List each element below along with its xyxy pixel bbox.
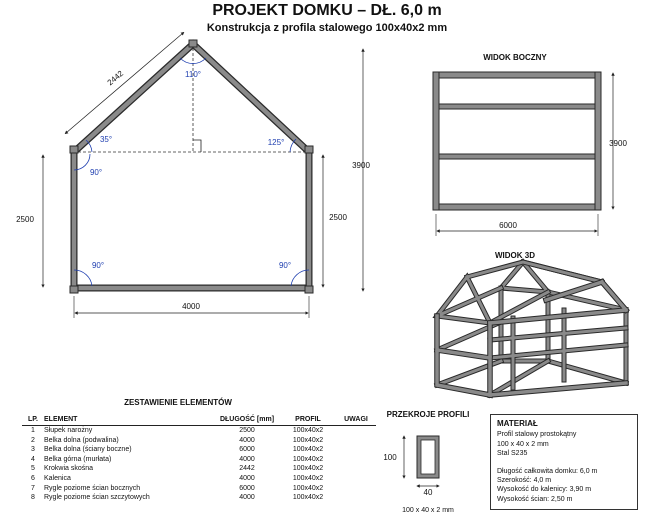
- cell-length: 2500: [239, 427, 255, 434]
- cell-profile: 100x40x2: [292, 455, 324, 463]
- side-view-frame: [433, 72, 601, 210]
- cell-element: Belka górna (murłata): [44, 455, 112, 463]
- side-post-right: [595, 72, 601, 210]
- profile-dim-height-label: 100: [383, 453, 397, 462]
- side-rail-bottom: [436, 204, 598, 210]
- material-line: Stal S235: [497, 450, 528, 458]
- cell-profile: 100x40x2: [292, 427, 324, 434]
- cell-lp: 3: [31, 446, 35, 454]
- page-subtitle: Konstrukcja z profila stalowego 100x40x2 mm: [206, 22, 448, 34]
- front-eave-left: [70, 146, 78, 153]
- angle-label-bottom-left: 90°: [91, 261, 105, 270]
- col-header-profile: PROFIL: [280, 414, 336, 426]
- table-row: [22, 455, 376, 465]
- table-row: [22, 436, 376, 446]
- profile-section-title: PRZEKROJE PROFILI: [386, 410, 470, 419]
- view-3d: [437, 251, 626, 395]
- side-dim-width-label: 6000: [499, 221, 517, 230]
- profile-dim-width-label: 40: [423, 488, 433, 497]
- cell-lp: 5: [31, 465, 35, 473]
- table-row: [22, 464, 376, 474]
- cell-profile: 100x40x2: [292, 436, 324, 444]
- cell-notes: [336, 464, 376, 474]
- material-spec: Wysokość ścian: 2,50 m: [497, 495, 573, 503]
- front-post-base-left: [70, 286, 78, 293]
- parts-table-header-row: [22, 414, 376, 426]
- table-row: [22, 426, 376, 436]
- cell-profile: 100x40x2: [292, 474, 324, 482]
- cell-notes: [336, 484, 376, 494]
- front-view: [16, 33, 370, 318]
- cell-element: Belka dolna (podwalina): [44, 436, 119, 444]
- side-view-title: WIDOK BOCZNY: [483, 53, 547, 62]
- angle-label-left-wall: 90°: [89, 168, 103, 177]
- cell-notes: [336, 445, 376, 455]
- angle-label-left-eave: 35°: [99, 135, 113, 144]
- profile-section-inner: [421, 440, 435, 474]
- material-line: 100 x 40 x 2 mm: [497, 440, 549, 448]
- material-box: [490, 414, 638, 510]
- material-spec: Szerokość: 4,0 m: [497, 477, 552, 485]
- material-title: MATERIAŁ: [497, 419, 538, 428]
- dim-width-label: 4000: [182, 302, 200, 311]
- cell-notes: [336, 436, 376, 446]
- front-eave-right: [305, 146, 313, 153]
- side-rail-3: [436, 154, 598, 159]
- view-3d-frame: [437, 262, 626, 395]
- side-rail-top: [436, 72, 598, 78]
- cell-length: 6000: [239, 484, 255, 492]
- angle-label-top: 110°: [185, 70, 201, 79]
- dim-total-height-label: 3900: [352, 161, 370, 170]
- dim-rafter-label: 2442: [105, 68, 126, 88]
- cell-notes: [336, 455, 376, 465]
- cell-notes: [336, 493, 376, 503]
- cell-element: Krokwia skośna: [44, 465, 94, 473]
- front-post-base-right: [305, 286, 313, 293]
- cell-profile: 100x40x2: [292, 465, 324, 473]
- dim-height-left-label: 2500: [16, 215, 34, 224]
- cell-length: 6000: [239, 446, 255, 454]
- cell-element: Kalenica: [44, 474, 71, 482]
- cell-length: 4000: [239, 455, 255, 463]
- cell-element: Słupek narożny: [44, 427, 93, 434]
- table-row: [22, 474, 376, 484]
- col-header-notes: UWAGI: [336, 414, 376, 426]
- cell-profile: 100x40x2: [292, 484, 324, 492]
- cell-length: 4000: [239, 474, 255, 482]
- view-3d-title: WIDOK 3D: [495, 251, 535, 260]
- col-header-element: ELEMENT: [44, 414, 214, 426]
- material-line: Profil stalowy prostokątny: [497, 431, 577, 439]
- side-rail-2: [436, 104, 598, 109]
- profile-section: [383, 436, 454, 514]
- table-row: [22, 445, 376, 455]
- cell-length: 4000: [239, 494, 255, 502]
- angle-label-bottom-right: 90°: [278, 261, 292, 270]
- cell-length: 4000: [239, 436, 255, 444]
- side-view: [433, 53, 627, 236]
- parts-table-title: ZESTAWIENIE ELEMENTÓW: [124, 398, 232, 407]
- cell-lp: 1: [31, 427, 35, 434]
- cell-lp: 8: [31, 494, 35, 502]
- page-title: PROJEKT DOMKU – DŁ. 6,0 m: [212, 2, 442, 19]
- cell-notes: [336, 474, 376, 484]
- cell-profile: 100x40x2: [292, 494, 324, 502]
- profile-caption: 100 x 40 x 2 mm: [402, 507, 454, 514]
- cell-lp: 2: [31, 436, 35, 444]
- parts-table: [22, 414, 376, 503]
- side-post-left: [433, 72, 439, 210]
- col-header-lp: LP.: [22, 414, 44, 426]
- angle-label-right-eave: 125°: [267, 138, 285, 147]
- dim-rafter-line: [66, 33, 183, 133]
- cell-length: 2442: [239, 465, 255, 473]
- material-spec: Długość całkowita domku: 6,0 m: [497, 467, 598, 475]
- cell-element: Belka dolna (ściany boczne): [44, 446, 132, 454]
- side-dim-height-label: 3900: [609, 139, 627, 148]
- cell-lp: 4: [31, 455, 35, 463]
- cell-profile: 100x40x2: [292, 446, 324, 454]
- front-ridge-cap: [189, 40, 197, 47]
- dim-height-right-label: 2500: [329, 213, 347, 222]
- table-row: [22, 493, 376, 503]
- cell-lp: 7: [31, 484, 35, 492]
- cell-element: Rygle poziome ścian szczytowych: [44, 494, 150, 502]
- cell-lp: 6: [31, 474, 35, 482]
- right-angle-mark: [193, 140, 201, 152]
- material-spec: Wysokość do kalenicy: 3,90 m: [497, 486, 592, 494]
- table-row: [22, 484, 376, 494]
- cell-element: Rygle poziome ścian bocznych: [44, 484, 141, 492]
- cell-notes: [336, 426, 376, 436]
- col-header-length: DŁUGOŚĆ [mm]: [214, 414, 280, 426]
